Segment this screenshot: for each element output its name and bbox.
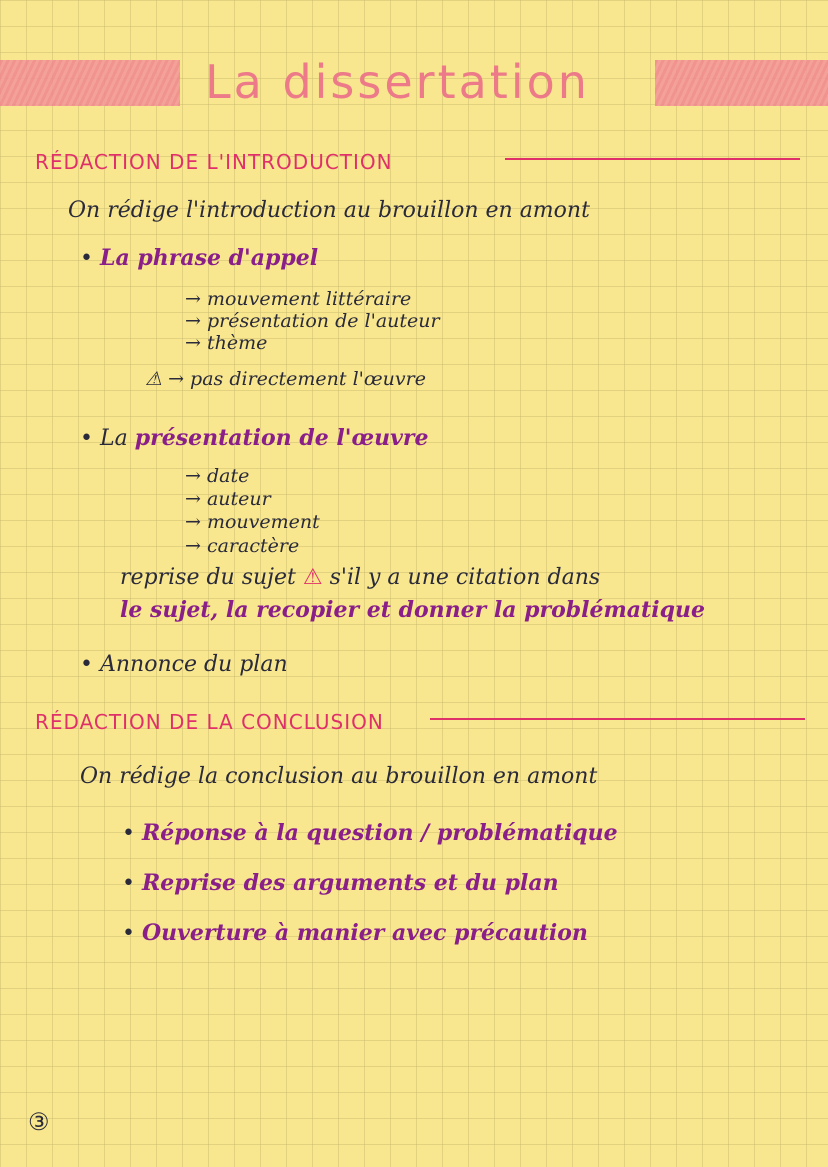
bullet-annonce: • Annonce du plan <box>80 652 288 677</box>
list-item: → caractère <box>185 535 300 557</box>
list-item: • Ouverture à manier avec précaution <box>122 920 588 946</box>
warning-line: ⚠ → pas directement l'œuvre <box>145 368 426 390</box>
bullet-presentation: • La présentation de l'œuvre <box>80 425 429 451</box>
reprise-line-1: reprise du sujet ⚠ s'il y a une citation dans <box>120 565 601 590</box>
list-item: → mouvement littéraire <box>185 288 412 310</box>
bullet-phrase-appel <box>80 245 318 271</box>
intro-lead: On rédige l'introduction au brouillon en amont <box>68 198 590 223</box>
bullet: • <box>80 246 93 271</box>
page-title: La dissertation <box>205 55 590 109</box>
page-number: ③ <box>28 1108 50 1136</box>
list-item: → présentation de l'auteur <box>185 310 440 332</box>
highlight-band-left <box>0 60 180 106</box>
list-item: → auteur <box>185 488 271 510</box>
conclusion-lead: On rédige la conclusion au brouillon en amont <box>80 764 598 789</box>
highlight-band-right <box>655 60 828 106</box>
warning-icon: ⚠ <box>145 368 163 390</box>
list-item: • Réponse à la question / problématique <box>122 820 618 846</box>
list-item: → date <box>185 465 250 487</box>
warning-icon: ⚠ <box>302 565 323 590</box>
conclusion-heading: RÉDACTION DE LA CONCLUSION <box>35 710 384 734</box>
heading-rule <box>430 718 805 720</box>
phrase-appel-label: La phrase d'appel <box>99 245 319 271</box>
list-item: → mouvement <box>185 511 320 533</box>
intro-heading: RÉDACTION DE L'INTRODUCTION <box>35 150 393 174</box>
reprise-line-2: le sujet, la recopier et donner la problématique <box>120 597 705 623</box>
list-item: • Reprise des arguments et du plan <box>122 870 559 896</box>
list-item: → thème <box>185 332 268 354</box>
heading-rule <box>505 158 800 160</box>
